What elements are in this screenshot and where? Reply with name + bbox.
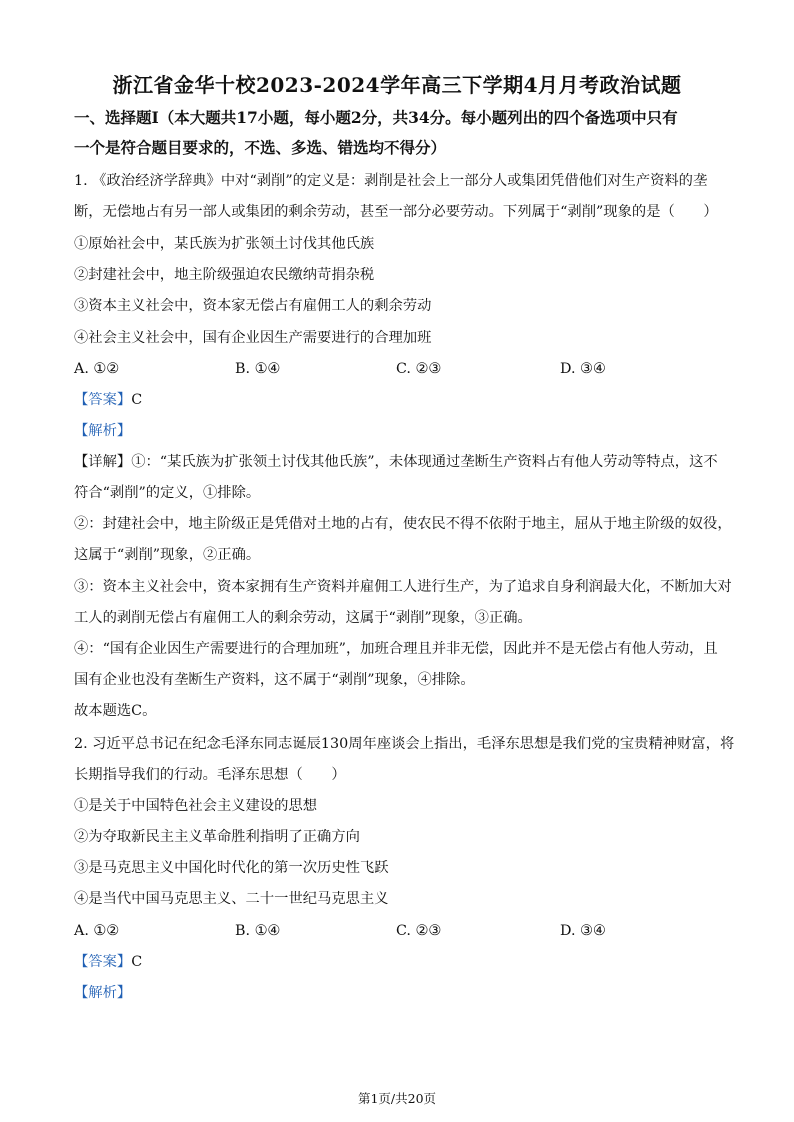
q2-stem-line-2: 长期指导我们的行动。毛泽东思想（ ） xyxy=(74,767,346,783)
q1-answer xyxy=(74,389,142,411)
q2-item-2: ②为夺取新民主主义革命胜利指明了正确方向 xyxy=(74,829,360,845)
q1-option-a: A. ①② xyxy=(74,361,120,377)
q2-item-1: ①是关于中国特色社会主义建设的思想 xyxy=(74,798,318,814)
q2-item-4: ④是当代中国马克思主义、二十一世纪马克思主义 xyxy=(74,891,389,907)
q2-option-d: D. ③④ xyxy=(560,923,606,939)
page-title: 浙江省金华十校2023-2024学年高三下学期4月月考政治试题 xyxy=(112,73,682,97)
q2-item-3: ③是马克思主义中国化时代化的第一次历史性飞跃 xyxy=(74,860,389,876)
q1-detail-line-1 xyxy=(74,451,718,473)
q1-detail-line-4: 这属于“剥削”现象，②正确。 xyxy=(74,547,261,563)
q1-detail-line-8: 国有企业也没有垄断生产资料，这不属于“剥削”现象，④排除。 xyxy=(74,672,475,688)
q1-detail-line-6: 工人的剥削无偿占有雇佣工人的剩余劳动，这属于“剥削”现象，③正确。 xyxy=(74,610,532,626)
q1-option-d: D. ③④ xyxy=(560,361,606,377)
answer-value: C xyxy=(131,954,143,970)
answer-tag: 【答案】 xyxy=(74,392,132,408)
q1-option-c: C. ②③ xyxy=(396,361,442,377)
q1-detail-line-3: ②：封建社会中，地主阶级正是凭借对土地的占有，使农民不得不依附于地主，屈从于地主阶级的奴役， xyxy=(74,516,732,532)
q2-option-a: A. ①② xyxy=(74,923,120,939)
answer-value: C xyxy=(131,392,143,408)
detail-tag: 【详解】 xyxy=(74,454,132,470)
q1-conclusion: 故本题选C。 xyxy=(74,703,157,719)
q1-item-2: ②封建社会中，地主阶级强迫农民缴纳苛捐杂税 xyxy=(74,267,375,283)
q1-item-3: ③资本主义社会中，资本家无偿占有雇佣工人的剩余劳动 xyxy=(74,298,432,314)
q2-option-b: B. ①④ xyxy=(235,923,281,939)
q1-analysis-tag: 【解析】 xyxy=(74,423,132,439)
page-footer: 第1页/共20页 xyxy=(357,1091,437,1106)
q1-detail-line-5: ③：资本主义社会中，资本家拥有生产资料并雇佣工人进行生产，为了追求自身利润最大化，不断加大对 xyxy=(74,579,732,595)
answer-tag: 【答案】 xyxy=(74,954,132,970)
section-header-line-1: 一、选择题Ⅰ（本大题共17小题，每小题2分，共34分。每小题列出的四个备选项中只有 xyxy=(74,108,678,127)
q1-item-1: ①原始社会中，某氏族为扩张领土讨伐其他氏族 xyxy=(74,236,375,252)
q2-option-c: C. ②③ xyxy=(396,923,442,939)
q1-detail-line-2: 符合“剥削”的定义，①排除。 xyxy=(74,485,261,501)
q1-option-b: B. ①④ xyxy=(235,361,281,377)
q1-stem-line-1: 1. 《政治经济学辞典》中对“剥削”的定义是：剥削是社会上一部分人或集团凭借他们对生产资料的垄 xyxy=(74,173,708,189)
section-header-line-2: 一个是符合题目要求的，不选、多选、错选均不得分） xyxy=(74,138,447,157)
q1-detail-line-7: ④：“国有企业因生产需要进行的合理加班”，加班合理且并非无偿，因此并不是无偿占有他人劳动，且 xyxy=(74,641,718,657)
q1-item-4: ④社会主义社会中，国有企业因生产需要进行的合理加班 xyxy=(74,330,432,346)
q1-stem-line-2: 断，无偿地占有另一部人或集团的剩余劳动，甚至一部分必要劳动。下列属于“剥削”现象的是（ ） xyxy=(74,204,718,220)
q2-stem-line-1: 2. 习近平总书记在纪念毛泽东同志诞辰130周年座谈会上指出，毛泽东思想是我们党的宝贵精神财富，将 xyxy=(74,736,735,752)
detail-text: ①：“某氏族为扩张领土讨伐其他氏族”，未体现通过垄断生产资料占有他人劳动等特点，这不 xyxy=(131,454,718,470)
q2-answer xyxy=(74,951,142,973)
q2-analysis-tag: 【解析】 xyxy=(74,985,132,1001)
